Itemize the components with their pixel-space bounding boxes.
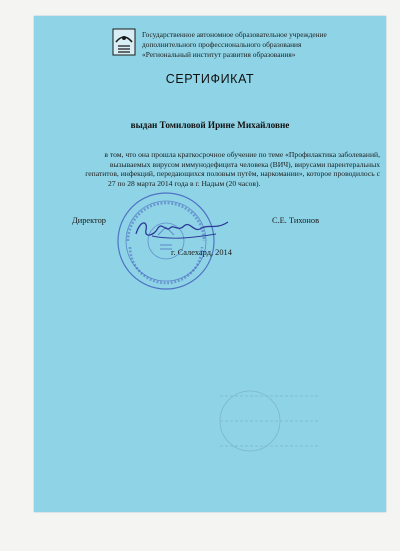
body-line-3: гепатитов, инфекций, передающихся половым путём, наркомании», которое проводилось с [85,169,380,179]
body-line-2: вызываемых вирусом иммунодефицита человека (ВИЧ), вирусами парентеральных [109,159,380,169]
certificate-sheet [34,16,386,512]
certificate-title: СЕРТИФИКАТ [165,72,255,86]
recipient-line: выдан Томиловой Ирине Михайловне [130,120,290,130]
director-label: Директор [72,216,106,225]
place-and-year: г. Салехард, 2014 [171,248,232,257]
organization-line-3: «Региональный институт развития образования» [142,50,296,59]
organization-header [142,30,372,60]
director-signature [132,214,232,242]
director-name: С.Е. Тихонов [272,216,320,225]
body-line-4: 27 по 28 марта 2014 года в г. Надым (20 часов). [108,178,261,188]
institute-emblem-icon [112,28,136,56]
body-line-1: в том, что она прошла краткосрочное обучение по теме «Профилактика заболеваний, [104,150,380,159]
certificate-body [62,150,380,188]
organization-line-1: Государственное автономное образовательное учреждение [142,30,327,39]
organization-line-2: дополнительного профессионального образования [142,40,302,49]
bleed-through-stamp [210,376,330,466]
